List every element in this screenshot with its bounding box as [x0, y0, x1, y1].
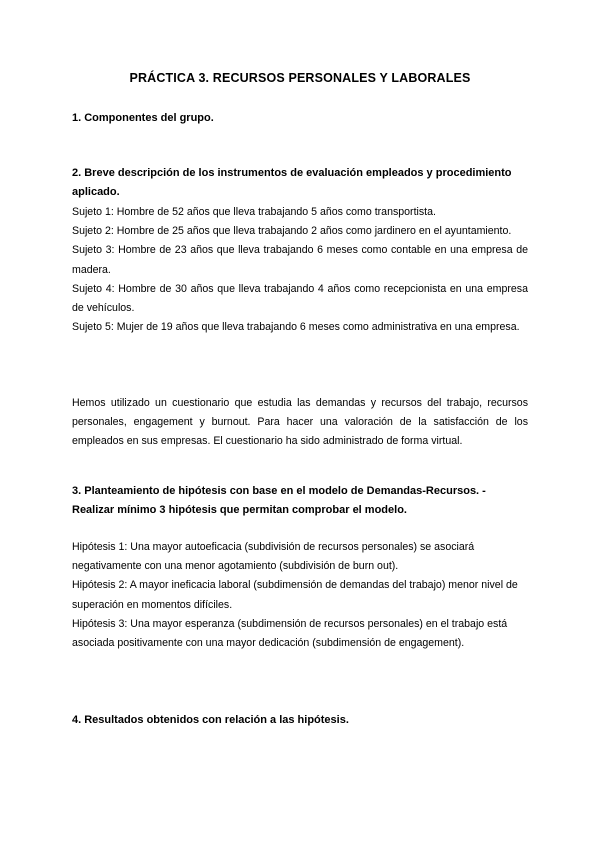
hypothesis-2: Hipótesis 2: A mayor ineficacia laboral (subdimensión de demandas del trabajo) menor nivel de superación en momentos difíciles.: [72, 579, 518, 611]
subject-3: Sujeto 3: Hombre de 23 años que lleva trabajando 6 meses como contable en una empresa de madera.: [72, 244, 528, 276]
subject-5: Sujeto 5: Mujer de 19 años que lleva trabajando 6 meses como administrativa en una empresa.: [72, 321, 520, 334]
procedure-paragraph: Hemos utilizado un cuestionario que estudia las demandas y recursos del trabajo, recursos personales, engagement y burnout. Para hacer una valoración de la satisfacción de los empleados en sus empresas. El cuestionario ha sido administrado de forma virtual.: [72, 397, 528, 448]
page-title: PRÁCTICA 3. RECURSOS PERSONALES Y LABORALES: [129, 71, 471, 85]
section-3-heading-line-2: Realizar mínimo 3 hipótesis que permitan comprobar el modelo.: [72, 504, 407, 516]
section-4-heading: 4. Resultados obtenidos con relación a las hipótesis.: [72, 714, 349, 726]
subject-4: Sujeto 4: Hombre de 30 años que lleva trabajando 4 años como recepcionista en una empresa de vehículos.: [72, 282, 528, 315]
subjects-list: [72, 203, 528, 337]
section-3-heading-line-1: 3. Planteamiento de hipótesis con base en el modelo de Demandas-Recursos. -: [72, 485, 486, 497]
subject-2: Sujeto 2: Hombre de 25 años que lleva trabajando 2 años como jardinero en el ayuntamiento.: [72, 225, 512, 238]
section-1-heading: 1. Componentes del grupo.: [72, 112, 214, 124]
section-2-heading: 2. Breve descripción de los instrumentos de evaluación empleados y procedimiento aplicado.: [72, 167, 512, 198]
hypothesis-3: Hipótesis 3: Una mayor esperanza (subdimensión de recursos personales) en el trabajo está asociada positivamente con una mayor dedicación (subdimensión de engagement).: [72, 617, 508, 650]
subject-1: Sujeto 1: Hombre de 52 años que lleva trabajando 5 años como transportista.: [72, 206, 436, 218]
hypotheses-list: [72, 538, 528, 653]
hypothesis-1: Hipótesis 1: Una mayor autoeficacia (subdivisión de recursos personales) se asociará negativamente con una menor agotamiento (subdivisión de burn out).: [72, 541, 475, 573]
section-3-heading: [72, 482, 528, 520]
